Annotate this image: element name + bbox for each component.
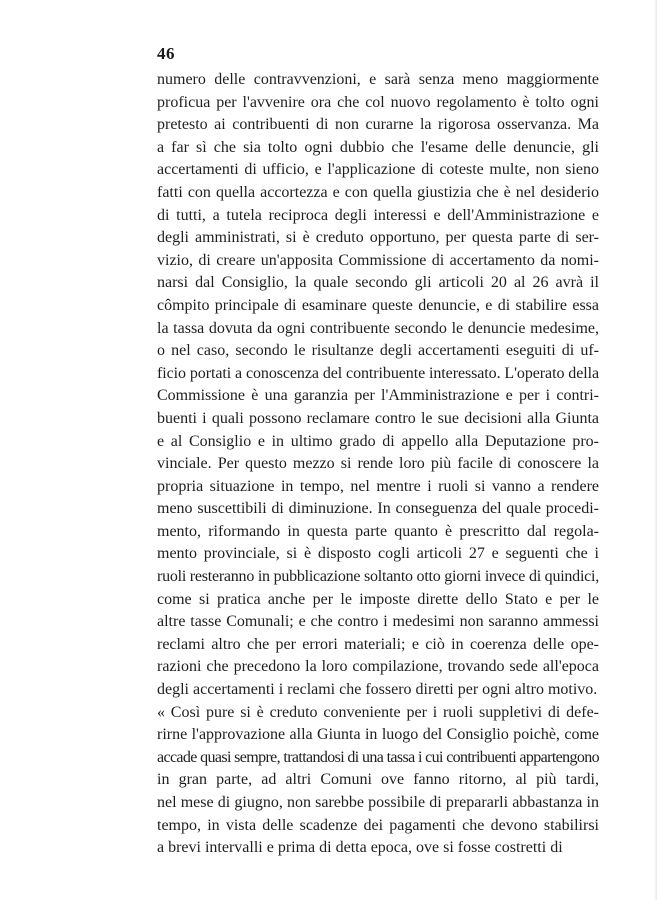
text-line: rirne l'approvazione alla Giunta in luogo del Consiglio poichè, come xyxy=(157,726,599,744)
text-line: Commissione è una garanzia per l'Amministrazione e per i contri- xyxy=(157,387,599,405)
body-text xyxy=(157,69,599,860)
text-line: mento, riformando in questa parte quanto è prescritto dal regola- xyxy=(157,522,599,540)
text-line: di tutti, a tutela reciproca degli interessi e dell'Amministrazione e xyxy=(157,206,599,224)
text-line: in gran parte, ad altri Comuni ove fanno ritorno, al più tardi, xyxy=(157,771,599,789)
text-line: mento provinciale, si è disposto cogli articoli 27 e seguenti che i xyxy=(157,545,599,563)
text-line: proficua per l'avvenire ora che col nuovo regolamento è tolto ogni xyxy=(157,93,599,111)
text-line: accade quasi sempre, trattandosi di una tassa i cui contribuenti appartengono xyxy=(157,748,599,766)
text-line: tempo, in vista delle scadenze dei pagamenti che devono stabilirsi xyxy=(157,816,599,834)
text-line: fatti con quella accortezza e con quella giustizia che è nel desiderio xyxy=(157,183,599,201)
text-line: come si pratica anche per le imposte dirette dello Stato e per le xyxy=(157,590,599,608)
text-line: ficio portati a conoscenza del contribuente interessato. L'operato della xyxy=(157,364,599,382)
text-line: « Così pure si è creduto conveniente per i ruoli suppletivi di defe- xyxy=(157,703,599,721)
text-line: nel mese di giugno, non sarebbe possibile di prepararli abbastanza in xyxy=(157,794,599,811)
page-number: 46 xyxy=(157,44,175,63)
text-line: degli accertamenti i reclami che fossero diretti per ogni altro motivo. xyxy=(157,681,598,699)
text-line: o nel caso, secondo le risultanze degli accertamenti eseguiti di uf- xyxy=(157,342,599,360)
text-line: propria situazione in tempo, nel mentre i ruoli si vanno a rendere xyxy=(157,477,599,495)
text-line: a brevi intervalli e prima di detta epoca, ove si fosse costretti di xyxy=(157,839,563,857)
text-line: reclami altro che per errori materiali; e ciò in coerenza delle ope- xyxy=(157,635,599,653)
text-line: degli amministrati, si è creduto opportuno, per questa parte di ser- xyxy=(157,229,599,247)
text-line: e al Consiglio e in ultimo grado di appello alla Deputazione pro- xyxy=(157,432,599,450)
text-line: altre tasse Comunali; e che contro i medesimi non saranno ammessi xyxy=(157,613,599,631)
text-line: cômpito principale di esaminare queste denuncie, e di stabilire essa xyxy=(157,296,599,314)
text-line: meno suscettibili di diminuzione. In conseguenza del quale procedi- xyxy=(157,500,599,518)
text-line: razioni che precedono la loro compilazione, trovando sede all'epoca xyxy=(157,658,599,676)
text-line: narsi dal Consiglio, la quale secondo gli articoli 20 al 26 avrà il xyxy=(157,274,599,292)
text-line: pretesto ai contribuenti di non curarne la rigorosa osservanza. Ma xyxy=(157,116,599,134)
text-line: buenti i quali possono reclamare contro le sue decisioni alla Giunta xyxy=(157,409,599,427)
text-line: vinciale. Per questo mezzo si rende loro più facile di conoscere la xyxy=(157,455,599,473)
text-line: vizio, di creare un'apposita Commissione di accertamento da nomi- xyxy=(157,251,599,269)
text-line: accertamenti di ufficio, e l'applicazione di coteste multe, non sieno xyxy=(157,161,599,179)
text-line: numero delle contravvenzioni, e sarà senza meno maggiormente xyxy=(157,71,599,88)
text-line: ruoli resteranno in pubblicazione soltanto otto giorni invece di quindici, xyxy=(157,568,599,586)
text-line: la tassa dovuta da ogni contribuente secondo le denuncie medesime, xyxy=(157,319,599,337)
text-line: a far sì che sia tolto ogni dubbio che l'esame delle denuncie, gli xyxy=(157,138,599,156)
